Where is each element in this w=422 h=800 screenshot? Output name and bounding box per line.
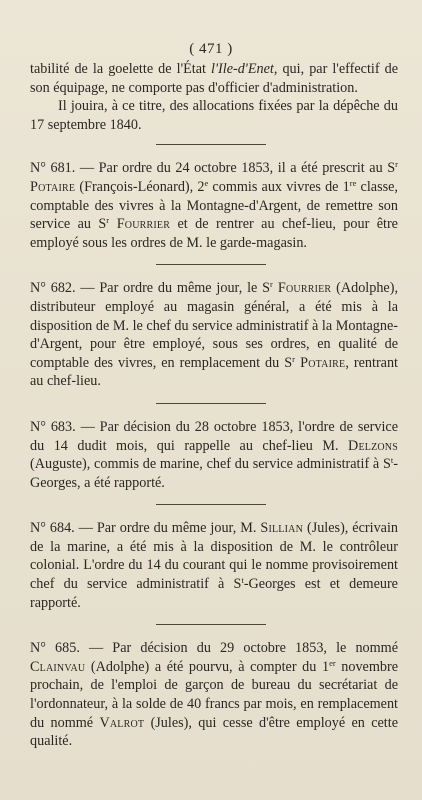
superscript: t xyxy=(241,575,244,586)
superscript: re xyxy=(349,177,357,188)
intro-section xyxy=(30,60,398,134)
section-divider xyxy=(156,144,266,145)
entry-paragraph xyxy=(30,639,398,751)
entry-text: , rentrant au chef-lieu. xyxy=(30,354,398,390)
person-name: Fourrier xyxy=(272,280,332,297)
entry-text: novembre prochain, de l'emploi de garçon de bureau du secrétariat de l'ordonnateur, à la solde de 40 francs par mois, en remplacement du nommé xyxy=(30,658,398,731)
vessel-name: l'Ile-d'Enet xyxy=(211,61,274,77)
entry-text: (Jules), qui cesse d'être employé en cette qualité. xyxy=(30,714,398,750)
entry-text: (Adolphe), distributeur employé au magasin général, a été mis à la disposition de M. le chef du service administratif à la Montagne-d'Argent, pour être employé, sous ses ordres, en qualité de comptable des vivres, en remplacement du S xyxy=(30,280,398,371)
person-name: Valrot xyxy=(99,714,145,731)
person-name: Potaire xyxy=(294,354,346,371)
entry-text: — Par décision du 28 octobre 1853, l'ordre de service du 14 dudit mois, qui rappelle au chef-lieu M. xyxy=(30,418,399,454)
section-divider xyxy=(156,504,266,505)
entry-number: N° 682. xyxy=(30,280,76,297)
entry-5 xyxy=(30,639,398,751)
entry-text: — Par décision du 29 octobre 1853, le nommé xyxy=(79,640,398,657)
intro-paragraph-1 xyxy=(30,60,398,97)
entry-text: (François-Léonard), 2 xyxy=(75,178,205,195)
superscript: t xyxy=(390,455,394,466)
intro-text-pre: tabilité de la goelette de l'État xyxy=(30,61,212,77)
entry-4 xyxy=(30,519,398,612)
person-name: Potaire xyxy=(30,178,76,195)
entry-text: -Georges, a été rapporté. xyxy=(30,456,398,491)
person-name: Delzons xyxy=(348,437,398,454)
entry-paragraph xyxy=(30,418,398,492)
section-divider xyxy=(156,264,266,265)
superscript: e xyxy=(204,177,209,188)
page-number: ( 471 ) xyxy=(189,41,233,57)
entry-text: — Par ordre du même jour, M. xyxy=(74,520,261,537)
entry-number: N° 685. xyxy=(30,640,80,657)
superscript: r xyxy=(395,159,398,170)
entry-number: N° 683. xyxy=(30,418,76,435)
superscript: r xyxy=(270,279,273,290)
entry-number: N° 684. xyxy=(30,520,75,537)
superscript: r xyxy=(106,215,110,226)
person-name: Clainvau xyxy=(30,658,86,675)
entry-paragraph xyxy=(30,519,398,612)
entry-3 xyxy=(30,418,398,492)
intro-text-post: , qui, par l'effectif de son équipage, ne comporte pas d'officier d'administration. xyxy=(30,61,399,96)
entry-text: et de rentrer au chef-lieu, pour être employé sous les ordres de M. le garde-magasin. xyxy=(30,216,398,251)
entry-paragraph xyxy=(30,159,398,252)
section-divider xyxy=(156,403,266,404)
entry-number: N° 681. xyxy=(30,160,76,177)
section-divider xyxy=(156,624,266,625)
superscript: er xyxy=(329,657,336,668)
intro-paragraph-2: Il jouira, à ce titre, des allocations fixées par la dépêche du 17 septembre 1840. xyxy=(30,98,398,133)
entry-text: commis aux vivres de 1 xyxy=(208,178,350,195)
superscript: r xyxy=(292,353,295,364)
entry-paragraph xyxy=(30,279,398,391)
entry-text: (Auguste), commis de marine, chef du service administratif à S xyxy=(30,456,391,473)
entries-list xyxy=(0,144,422,750)
entry-text: (Jules), écrivain de la marine, a été mis à la disposition de M. le contrôleur colonial. L'ordre du 14 du courant qui le nomme provisoirement chef du service administratif à S xyxy=(30,520,398,593)
entry-text: — Par ordre du même jour, le S xyxy=(75,280,271,297)
entry-text: -Georges est et demeure rapporté. xyxy=(30,576,398,611)
person-name: Fourrier xyxy=(109,216,171,233)
entry-1 xyxy=(30,159,398,252)
person-name: Sillian xyxy=(260,520,303,537)
entry-text: (Adolphe) a été pourvu, à compter du 1 xyxy=(85,658,330,675)
entry-text: classe, comptable des vivres à la Montagne-d'Argent, de remettre son service au S xyxy=(30,178,398,233)
entry-text: — Par ordre du 24 octobre 1853, il a été prescrit au S xyxy=(75,160,396,177)
entry-2 xyxy=(30,279,398,391)
